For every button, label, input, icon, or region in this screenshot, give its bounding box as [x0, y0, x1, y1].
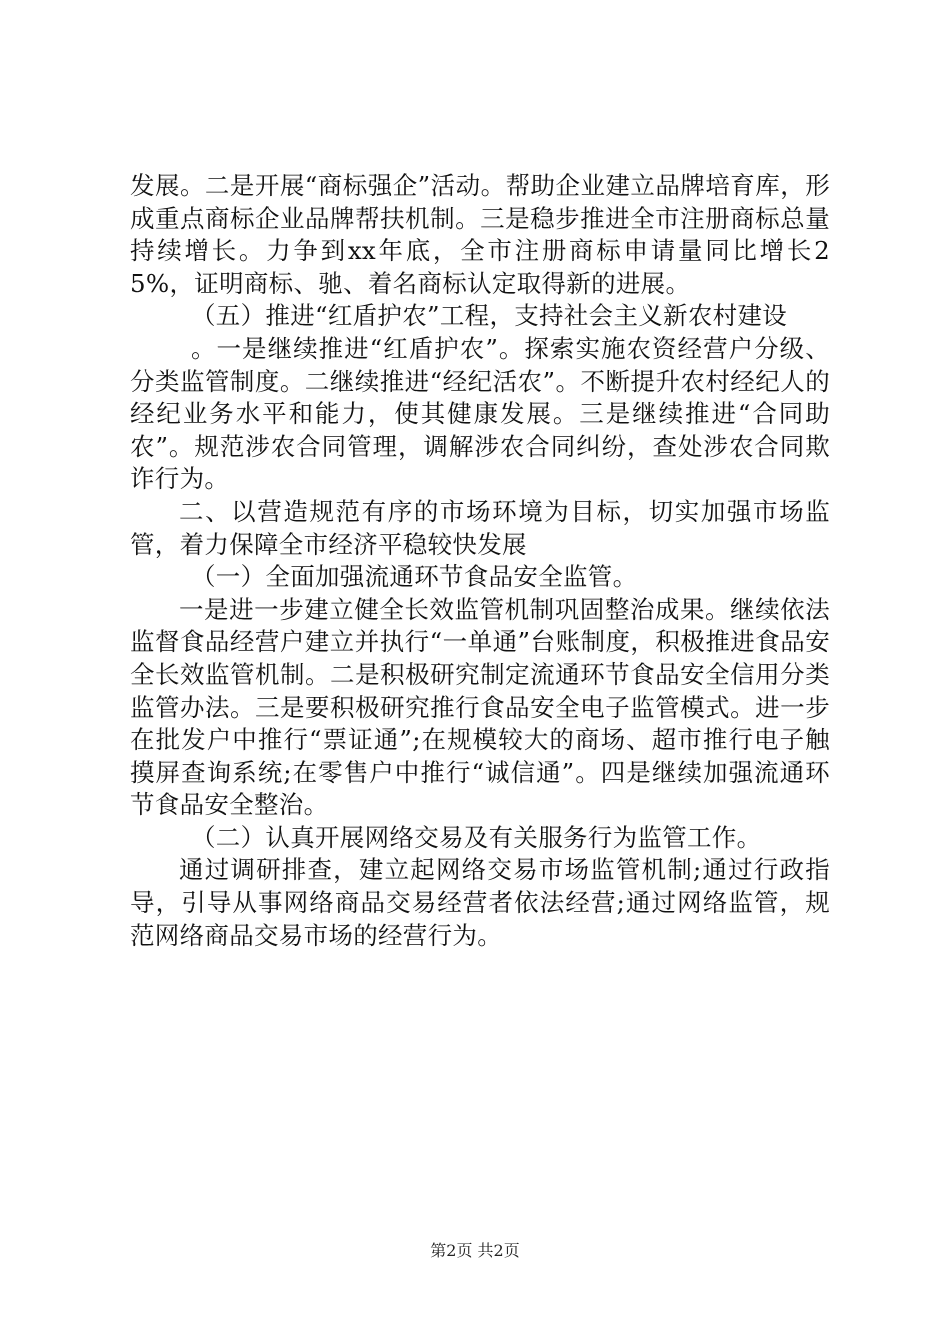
page-number-footer: 第2页 共2页	[430, 1241, 520, 1260]
heading-market-regulation: 二、以营造规范有序的市场环境为目标，切实加强市场监管，着力保障全市经济平稳较快发展	[130, 496, 830, 559]
heading-food-safety: （一）全面加强流通环节食品安全监管。	[191, 562, 638, 592]
document-body	[130, 170, 830, 952]
paragraph-trademark-continuation: 发展。二是开展“商标强企”活动。帮助企业建立品牌培育库，形成重点商标企业品牌帮扶机制。三是稳步推进全市注册商标总量持续增长。力争到xx年底，全市注册商标申请量同比增长25%，证明商标、驰、着名商标认定取得新的进展。	[130, 171, 830, 298]
paragraph-food-safety: 一是进一步建立健全长效监管机制巩固整治成果。继续依法监督食品经营户建立并执行“一单通”台账制度，积极推进食品安全长效监管机制。二是积极研究制定流通环节食品安全信用分类监管办法。三是要积极研究推行食品安全电子监管模式。进一步在批发户中推行“票证通”;在规模较大的商场、超市推行电子触摸屏查询系统;在零售户中推行“诚信通”。四是继续加强流通环节食品安全整治。	[130, 594, 830, 820]
heading-online-trading: （二）认真开展网络交易及有关服务行为监管工作。	[191, 822, 762, 852]
paragraph-online-trading: 通过调研排查，建立起网络交易市场监管机制;通过行政指导，引导从事网络商品交易经营者依法经营;通过网络监管，规范网络商品交易市场的经营行为。	[130, 855, 830, 950]
paragraph-red-shield-agriculture: 。一是继续推进“红盾护农”。探索实施农资经营户分级、分类监管制度。二继续推进“经纪活农”。不断提升农村经纪人的经纪业务水平和能力，使其健康发展。三是继续推进“合同助农”。规范涉农合同管理，调解涉农合同纠纷，查处涉农合同欺诈行为。	[130, 333, 831, 494]
heading-red-shield-agriculture: （五）推进“红盾护农”工程，支持社会主义新农村建设	[191, 301, 788, 331]
